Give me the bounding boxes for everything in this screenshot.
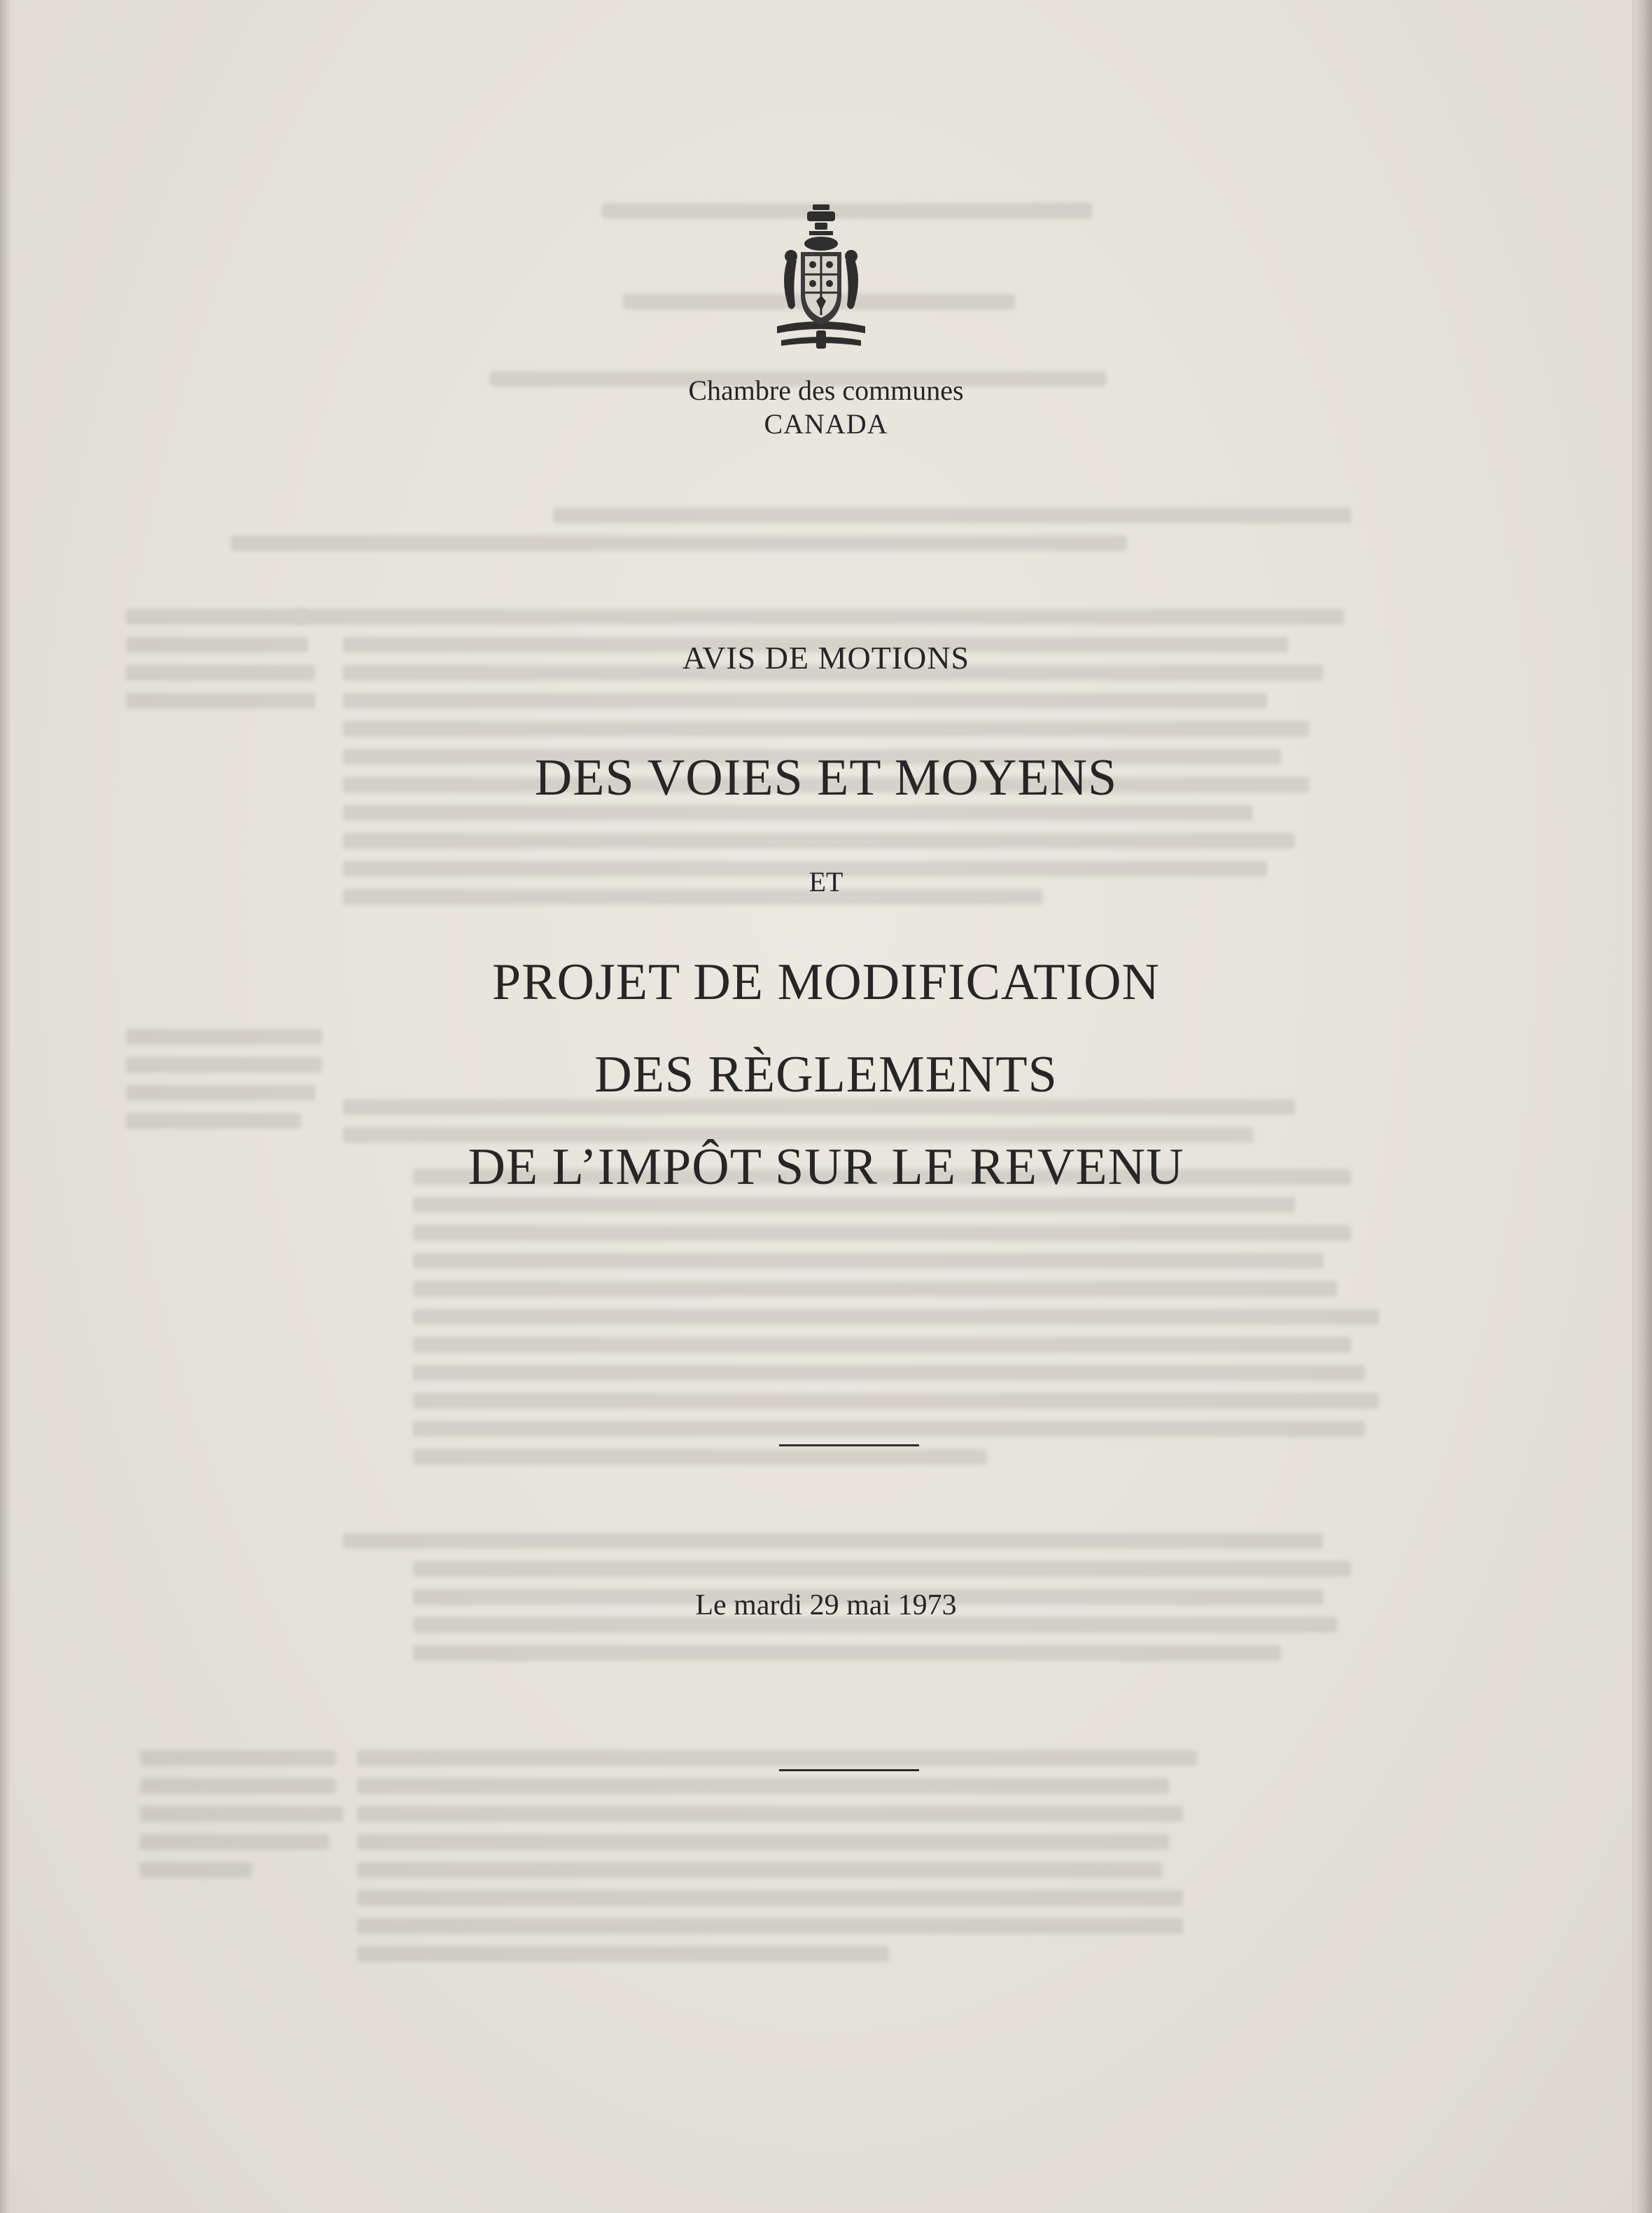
canada-coat-of-arms-icon <box>774 203 868 357</box>
title-conjunction: ET <box>808 866 844 898</box>
page-right-edge <box>1632 0 1652 2213</box>
notice-heading: AVIS DE MOTIONS <box>682 640 970 676</box>
divider-rule-top <box>779 1444 919 1446</box>
title-line-draft-amendment: PROJET DE MODIFICATION <box>492 954 1160 1011</box>
institution-name: Chambre des communes <box>688 375 964 406</box>
document-date: Le mardi 29 mai 1973 <box>695 1589 957 1621</box>
page-left-edge <box>0 0 10 2213</box>
title-line-regulations: DES RÈGLEMENTS <box>594 1046 1058 1103</box>
page-right-crease <box>1632 0 1634 2213</box>
title-line-ways-and-means: DES VOIES ET MOYENS <box>534 749 1118 807</box>
divider-rule-bottom <box>779 1769 919 1771</box>
title-line-income-tax: DE L’IMPÔT SUR LE REVENU <box>468 1138 1184 1196</box>
country-name: CANADA <box>764 408 888 440</box>
